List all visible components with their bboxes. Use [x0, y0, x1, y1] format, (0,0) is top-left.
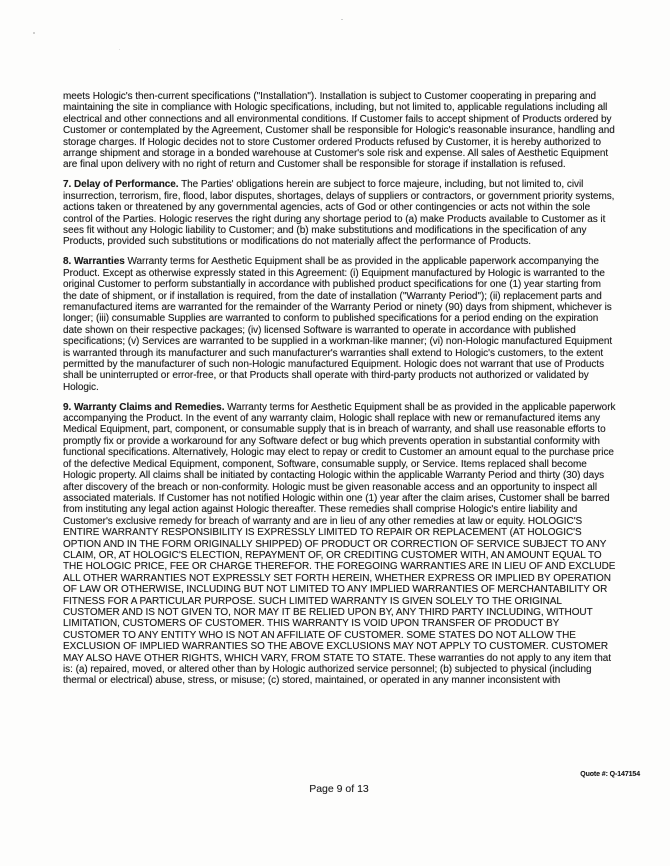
page-number: Page 9 of 13 — [309, 783, 369, 795]
scan-speckle — [341, 19, 343, 20]
paragraph-warranties — [63, 256, 616, 393]
paragraph-text: Warranty terms for Aesthetic Equipment shall be as provided in the applicable paperwork accompanying the Product. In the event of any warranty claim, Hologic shall replace with new or remanufactured items any Medical Equipment, part, component, or consumable supply that is in breach of warranty, and shall use reasonable efforts to promptly fix or provide a workaround for any Software defect or bug which prevents operation in substantial conformity with functional specifications. Alternatively, Hologic may elect to repay or credit to Customer an amount equal to the purchase price of the defective Medical Equipment, component, Software, consumable supply, or Service. Items replaced shall become Hologic property. All claims shall be initiated by contacting Hologic within the applicable Warranty Period and thirty (30) days after discovery of the breach or non-conformity. Hologic must be given reasonable access and an opportunity to inspect all associated materials. If Customer has not notified Hologic within one (1) year after the claim arises, Customer shall be barred from instituting any legal action against Hologic thereafter. These remedies shall comprise Hologic's entire liability and Customer's exclusive remedy for breach of warranty and are in lieu of any other remedies at law or equity. HOLOGIC'S ENTIRE WARRANTY RESPONSIBILITY IS EXPRESSLY LIMITED TO REPAIR OR REPLACEMENT (AT HOLOGIC'S OPTION AND IN THE FORM ORIGINALLY SHIPPED) OF PRODUCT OR CORRECTION OF SERVICE SUBJECT TO ANY CLAIM, OR, AT HOLOGIC'S ELECTION, REPAYMENT OF, OR CREDITING CUSTOMER WITH, AN AMOUNT EQUAL TO THE HOLOGIC PRICE, FEE OR CHARGE THEREFOR. THE FOREGOING WARRANTIES ARE IN LIEU OF AND EXCLUDE ALL OTHER WARRANTIES NOT EXPRESSLY SET FORTH HEREIN, WHETHER EXPRESS OR IMPLIED BY OPERATION OF LAW OR OTHERWISE, INCLUDING BUT NOT LIMITED TO ANY IMPLIED WARRANTIES OF MERCHANTABILITY OR FITNESS FOR A PARTICULAR PURPOSE. SUCH LIMITED WARRANTY IS GIVEN SOLELY TO THE ORIGINAL CUSTOMER AND IS NOT GIVEN TO, NOR MAY IT BE RELIED UPON BY, ANY THIRD PARTY INCLUDING, WITHOUT LIMITATION, CUSTOMERS OF CUSTOMER. THIS WARRANTY IS VOID UPON TRANSFER OF PRODUCT BY CUSTOMER TO ANY ENTITY WHO IS NOT AN AFFILIATE OF CUSTOMER. SOME STATES DO NOT ALLOW THE EXCLUSION OF IMPLIED WARRANTIES SO THE ABOVE EXCLUSIONS MAY NOT APPLY TO CUSTOMER. CUSTOMER MAY ALSO HAVE OTHER RIGHTS, WHICH VARY, FROM STATE TO STATE. These warranties do not apply to any item that is: (a) repaired, moved, or altered other than by Hologic authorized service personnel; (b) subjected to physical (including thermal or electrical) abuse, stress, or misuse; (c) stored, maintained, or operated in any manner inconsistent with — [63, 401, 616, 687]
paragraph-delay-of-performance — [63, 179, 616, 247]
paragraph-text: The Parties' obligations herein are subject to force majeure, including, but not limited to, civil insurrection, terrorism, fire, flood, labor disputes, shortages, delays of suppliers or contractors, or government priority systems, actions taken or threatened by any governmental agencies, acts of God or other contingencies or acts not within the sole control of the Parties. Hologic reserves the right during any shortage period to (a) make Products available to Customer as it sees fit without any Hologic liability to Customer; and (b) make substitutions and modifications in the specification of any Products, provided such substitutions or modifications do not materially affect the performance of Products. — [63, 179, 615, 248]
section-heading-delay-of-performance: 7. Delay of Performance. — [63, 179, 179, 191]
quote-number: Quote #: Q-147154 — [580, 771, 640, 778]
scan-speckle — [119, 49, 120, 50]
section-heading-warranties: 8. Warranties — [63, 256, 125, 268]
paragraph-installation-continuation — [63, 91, 616, 171]
paragraph-warranty-claims-and-remedies — [63, 402, 616, 687]
paragraph-text: meets Hologic's then-current specifications ("Installation"). Installation is subject to Customer cooperating in preparing and maintaining the site in compliance with Hologic specifications, including, but not limited to, applicable regulations including all electrical and other connections and all environmental conditions. If Customer fails to accept shipment of Products ordered by Customer or contemplated by the Agreement, Customer shall be responsible for Hologic's reasonable insurance, handling and storage charges. If Hologic decides not to store Customer ordered Products refused by Customer, it is hereby authorized to arrange shipment and storage in a bonded warehouse at Customer's sole risk and expense. All sales of Aesthetic Equipment are final upon delivery with no right of return and Customer shall be responsible for storage if installation is refused. — [63, 91, 615, 171]
document-body — [63, 91, 616, 687]
section-heading-warranty-claims: 9. Warranty Claims and Remedies. — [63, 401, 225, 413]
paragraph-text: Warranty terms for Aesthetic Equipment shall be as provided in the applicable paperwork accompanying the Product. Except as otherwise expressly stated in this Agreement: (i) Equipment manufactured by Hologic is warranted to the original Customer to perform substantially in accordance with published product specifications for one (1) year starting from the date of shipment, or if installation is required, from the date of installation ("Warranty Period"); (ii) replacement parts and remanufactured items are warranted for the remainder of the Warranty Period or ninety (90) days from shipment, whichever is longer; (iii) consumable Supplies are warranted to conform to published specifications for a period ending on the expiration date shown on their respective packages; (iv) licensed Software is warranted to operate in accordance with published specifications; (v) Services are warranted to be supplied in a workman-like manner; (vi) non-Hologic manufactured Equipment is warranted through its manufacturer and such manufacturer's warranties shall extend to Hologic's customers, to the extent permitted by the manufacturer of such non-Hologic manufactured Equipment. Hologic does not warrant that use of Products shall be uninterrupted or error-free, or that Products shall operate with third-party products not authorized or validated by Hologic. — [63, 256, 613, 393]
scan-speckle — [33, 32, 35, 34]
